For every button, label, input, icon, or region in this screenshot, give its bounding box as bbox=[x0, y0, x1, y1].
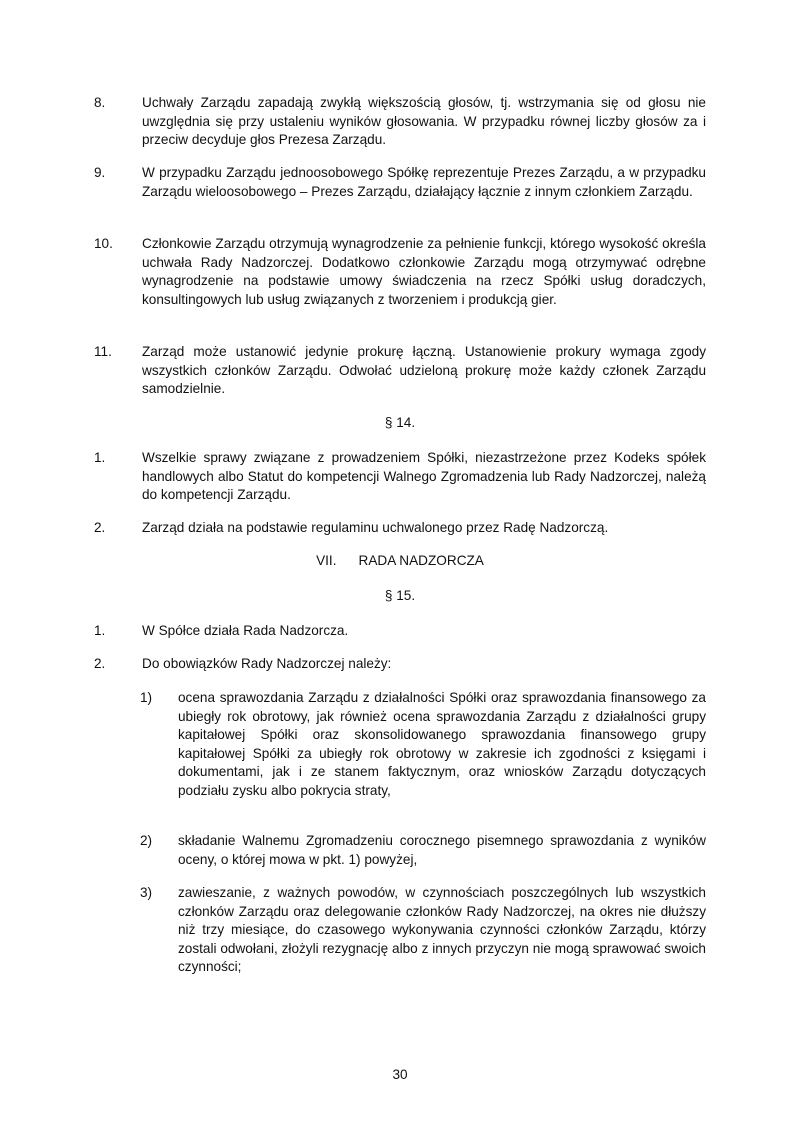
item-number: 1. bbox=[94, 450, 106, 465]
section-heading-15: § 15. bbox=[384, 588, 416, 603]
paragraph-item bbox=[94, 449, 706, 505]
sub-item bbox=[140, 832, 706, 869]
item-number: 8. bbox=[94, 95, 106, 110]
paragraph-item bbox=[94, 235, 706, 309]
sub-item-number: 3) bbox=[140, 885, 153, 900]
item-text: Członkowie Zarządu otrzymują wynagrodzenie za pełnienie funkcji, którego wysokość określa uchwała Rady Nadzorczej. Dodatkowo członkowie Zarządu mogą otrzymywać odrębne wynagrodzenie na podstawie umowy świadczenia na rzecz Spółki usług doradczych, konsultingowych lub usług związanych z tworzeniem i produkcją gier. bbox=[142, 236, 706, 307]
sub-item-number: 1) bbox=[140, 690, 153, 705]
section-heading-14: § 14. bbox=[384, 415, 416, 430]
paragraph-item bbox=[94, 94, 706, 150]
item-text: Wszelkie sprawy związane z prowadzeniem Spółki, niezastrzeżone przez Kodeks spółek handlowych albo Statut do kompetencji Walnego Zgromadzenia lub Rady Nadzorczej, należą do kompetencji Zarządu. bbox=[142, 450, 706, 502]
sub-item-text: składanie Walnemu Zgromadzeniu corocznego pisemnego sprawozdania z wyników oceny, o której mowa w pkt. 1) powyżej, bbox=[178, 833, 706, 867]
item-number: 1. bbox=[94, 623, 106, 638]
paragraph-item bbox=[94, 622, 706, 641]
item-number: 11. bbox=[94, 344, 112, 359]
chapter-title: RADA NADZORCZA bbox=[358, 553, 484, 568]
sub-item-text: zawieszanie, z ważnych powodów, w czynnościach poszczególnych lub wszystkich członków Zarządu oraz delegowanie członków Rady Nadzorczej, na okres nie dłuższy niż trzy miesiące, do czasowego wykonywania czynności członków Zarządu, którzy zostali odwołani, złożyli rezygnację albo z innych przyczyn nie mogą sprawować swoich czynności; bbox=[178, 885, 706, 974]
sub-item-number: 2) bbox=[140, 833, 153, 848]
item-number: 9. bbox=[94, 165, 106, 180]
paragraph-item bbox=[94, 343, 706, 399]
sub-item bbox=[140, 884, 706, 977]
chapter-heading bbox=[0, 552, 800, 571]
item-text: W Spółce działa Rada Nadzorcza. bbox=[142, 623, 349, 638]
item-text: Zarząd może ustanowić jedynie prokurę łączną. Ustanowienie prokury wymaga zgody wszystkich członków Zarządu. Odwołać udzieloną prokurę może każdy członek Zarządu samodzielnie. bbox=[142, 344, 706, 396]
item-text: Zarząd działa na podstawie regulaminu uchwalonego przez Radę Nadzorczą. bbox=[142, 520, 609, 535]
item-number: 2. bbox=[94, 656, 106, 671]
item-text: Do obowiązków Rady Nadzorczej należy: bbox=[142, 656, 392, 671]
item-text: W przypadku Zarządu jednoosobowego Spółkę reprezentuje Prezes Zarządu, a w przypadku Zarządu wieloosobowego – Prezes Zarządu, działający łącznie z innym członkiem Zarządu. bbox=[142, 165, 706, 199]
paragraph-item bbox=[94, 164, 706, 201]
paragraph-item bbox=[94, 519, 706, 538]
paragraph-item bbox=[94, 655, 706, 674]
sub-item bbox=[140, 689, 706, 800]
sub-item-text: ocena sprawozdania Zarządu z działalności Spółki oraz sprawozdania finansowego za ubiegły rok obrotowy, jak również ocena sprawozdania Zarządu z działalności grupy kapitałowej Spółki oraz skonsolidowanego sprawozdania finansowego grupy kapitałowej Spółki za ubiegły rok obrotowy w zakresie ich zgodności z księgami i dokumentami, jak i ze stanem faktycznym, oraz wniosków Zarządu dotyczących podziału zysku albo pokrycia straty, bbox=[178, 690, 706, 798]
item-number: 2. bbox=[94, 520, 106, 535]
item-text: Uchwały Zarządu zapadają zwykłą większością głosów, tj. wstrzymania się od głosu nie uwzględnia się przy ustaleniu wyników głosowania. W przypadku równej liczby głosów za i przeciw decyduje głos Prezesa Zarządu. bbox=[142, 95, 706, 147]
item-number: 10. bbox=[94, 236, 113, 251]
page-number: 30 bbox=[392, 1067, 408, 1082]
chapter-number: VII. bbox=[316, 553, 337, 568]
